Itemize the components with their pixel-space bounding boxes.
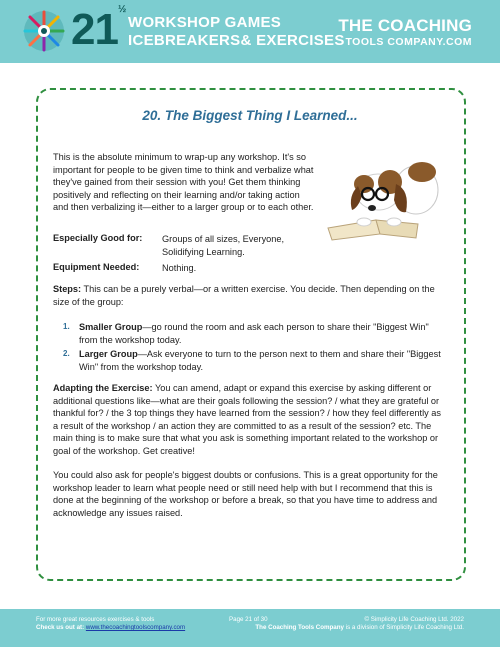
footer-website-link[interactable]: www.thecoachingtoolscompany.com bbox=[85, 624, 186, 631]
footer-company-line bbox=[255, 624, 464, 631]
adapting-text: You can amend, adapt or expand this exercise by asking different or additional questions like—what are their goals following the session? / what they are grateful or thankful for? / the 3 top things they have learned from the session? / how they feel differently as a result of the workshop / an action they are committed to as a result of the session? etc. The main thing is to make sure that what you ask is something important related to the workshop or goal of the workshop. Get creative! bbox=[53, 383, 441, 456]
list-item-heading: Smaller Group bbox=[79, 322, 143, 332]
header-fraction: ½ bbox=[118, 4, 127, 15]
steps-paragraph bbox=[53, 283, 448, 308]
header-number: 21 bbox=[71, 5, 118, 54]
intro-paragraph: This is the absolute minimum to wrap-up any workshop. It's so important for people to be given time to think and verbalize what they've gained from their session with you! Get them thinking positively and reflecting on their learning and/or taking action and then verbalizing it—either to a larger group or to each other. bbox=[53, 152, 314, 213]
list-item-text: —go round the room and ask each person to share their "Biggest Win" from the workshop today. bbox=[79, 322, 429, 345]
list-item-number: 1. bbox=[63, 322, 70, 331]
list-item bbox=[63, 348, 448, 373]
footer-company-rest: is a division of Simplicity Life Coaching Ltd. bbox=[343, 624, 464, 631]
steps-text: This can be a purely verbal—or a written exercise. You decide. Then depending on the size of the group: bbox=[53, 284, 435, 307]
footer-company-name: The Coaching Tools Company bbox=[255, 624, 344, 631]
list-item bbox=[63, 321, 448, 346]
colorful-burst-logo-icon bbox=[22, 9, 66, 53]
brand-line1: THE COACHING bbox=[338, 16, 472, 35]
dog-reading-book-illustration-icon bbox=[318, 150, 440, 242]
group-size-list bbox=[63, 321, 448, 375]
list-item-number: 2. bbox=[63, 349, 70, 359]
footer-resources: For more great resources exercises & tools bbox=[36, 616, 155, 623]
list-item-heading: Larger Group bbox=[79, 349, 138, 360]
good-for-label: Especially Good for: bbox=[53, 233, 143, 243]
footer-check-prefix: Check us out at: bbox=[36, 624, 86, 631]
adapting-paragraph bbox=[53, 382, 448, 458]
footer-band bbox=[0, 609, 500, 647]
equipment-label: Equipment Needed: bbox=[53, 262, 140, 272]
header-band bbox=[0, 0, 500, 63]
adapting-label: Adapting the Exercise: bbox=[53, 383, 153, 393]
header-title-line2: ICEBREAKERS& EXERCISES bbox=[128, 32, 345, 49]
equipment-value: Nothing. bbox=[162, 263, 197, 273]
exercise-title: 20. The Biggest Thing I Learned... bbox=[142, 108, 358, 123]
brand-line2: TOOLS COMPANY.COM bbox=[345, 36, 472, 48]
footer-page-number: Page 21 of 30 bbox=[229, 616, 268, 623]
header-title-line1: WORKSHOP GAMES bbox=[128, 14, 282, 31]
footer-copyright: © Simplicity Life Coaching Ltd. 2022 bbox=[364, 616, 464, 623]
good-for-value: Groups of all sizes, Everyone, Solidifying Learning. bbox=[162, 234, 285, 257]
steps-label: Steps: bbox=[53, 284, 82, 294]
footer-check-line bbox=[36, 624, 185, 631]
doubts-paragraph: You could also ask for people's biggest doubts or confusions. This is a great opportunity for the workshop leader to learn what people need or still need help with but I recommend that this is done at the beginning of the workshop or before a break, so that you have time to address and acknowledge any issues raised. bbox=[53, 470, 438, 518]
list-item-text: —Ask everyone to turn to the person next to them and share their "Biggest Win" from the workshop today. bbox=[79, 349, 441, 372]
